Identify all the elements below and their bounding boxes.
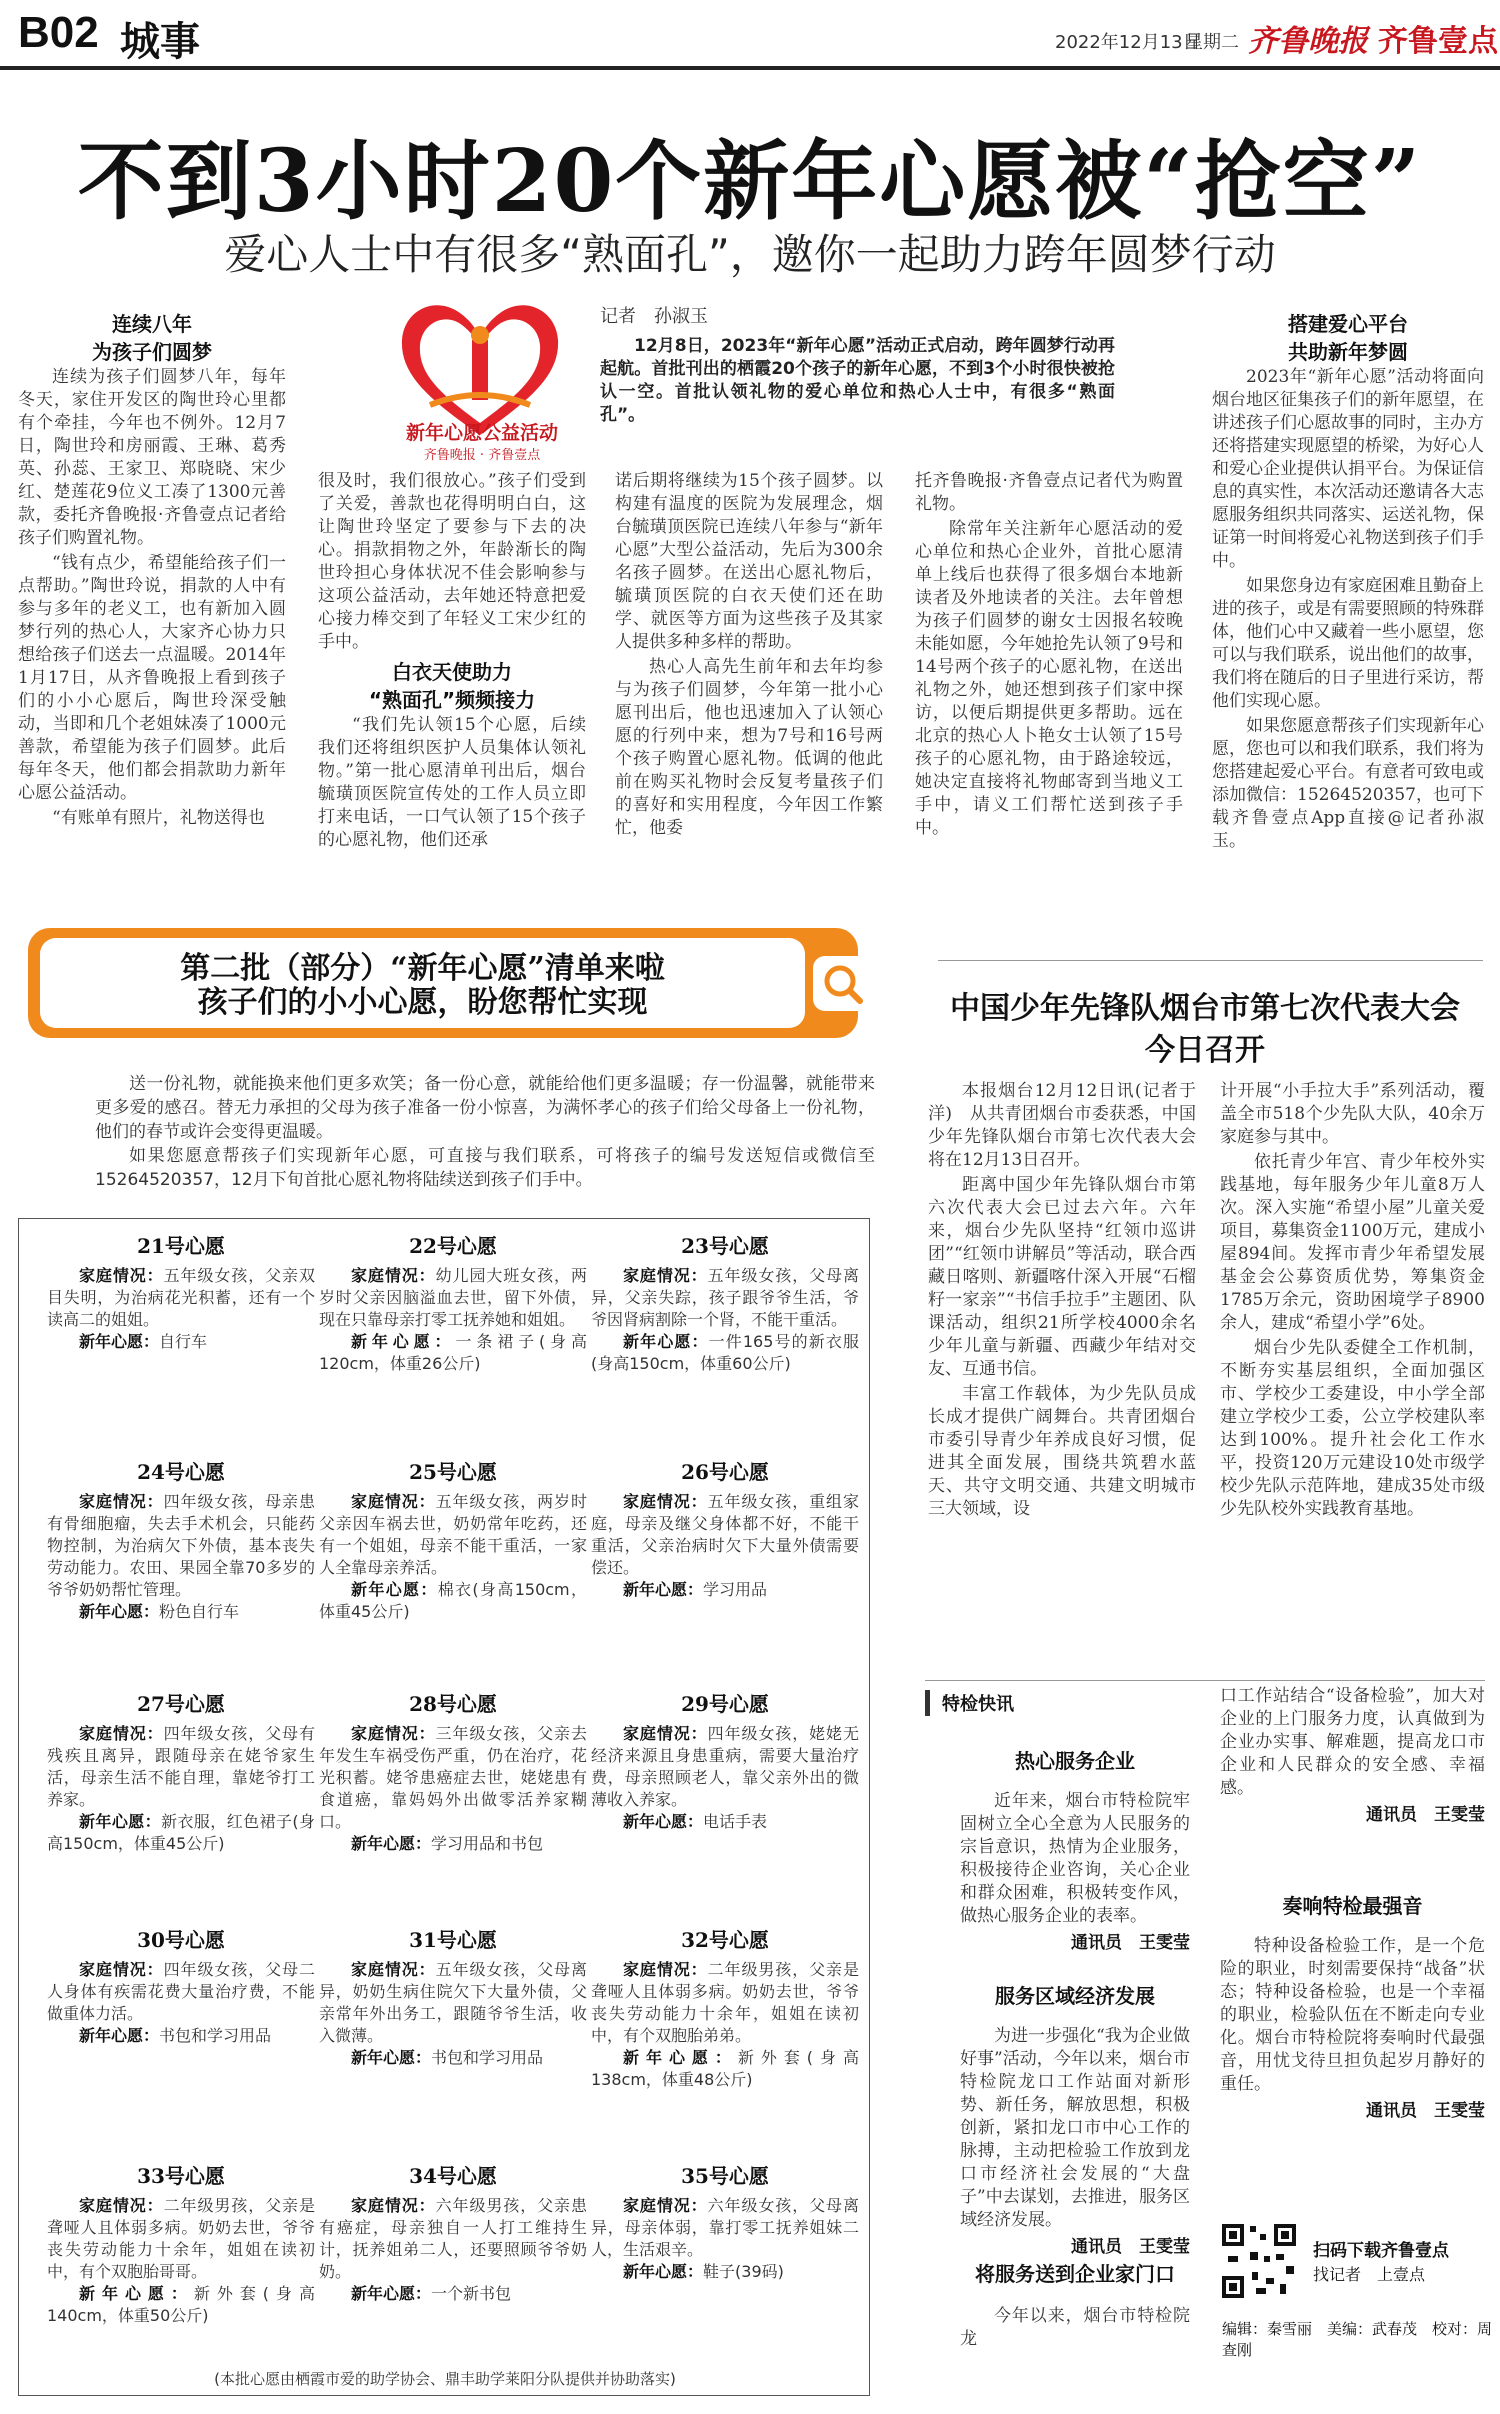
logo-sub-caption: 齐鲁晚报 · 齐鲁壹点 <box>423 448 541 463</box>
lead-paragraph: 12月8日，2023年“新年心愿”活动正式启动，跨年圆梦行动再起航。首批刊出的栖霞20个孩子的新年心愿，不到3个小时很快被抢认一空。首批认领礼物的爱心单位和热心人士中，有很多“熟面孔”。 <box>600 336 1115 425</box>
story-column-2: 计开展“小手拉大手”系列活动，覆盖全市518个少先队大队，40余万家庭参与其中。 依托青少年宫、青少年校外实践基地，每年服务少年儿童8万人次。深入实施“希望小屋”儿童关爱项目，募集资金1100万元，建成小屋894间。发挥市青少年希望发展基金会公募资质优势，筹集资金1785万余元，资助困境学子8900余人，建成“希望小学”6处。 烟台少先队委健全工作机制，不断夯实基层组织，全面加强区市、学校少工委建设，中小学全部建立学校少工委，公立学校建队率达到100%。提升社会化工作水平，投资120万元建设10处市级学校少先队示范阵地，建成35处市级少先队校外实践教育基地。 <box>1220 1081 1485 1519</box>
page-header <box>0 0 1500 70</box>
wish-item[interactable] <box>319 1457 587 1623</box>
app-logo[interactable]: 齐鲁壹点 <box>1378 24 1498 59</box>
story-headline[interactable]: 中国少年先锋队烟台市第七次代表大会 今日召开 <box>950 991 1460 1068</box>
wish-gift: 新年心愿：棉衣(身高150cm，体重45公斤) <box>319 1580 587 1621</box>
brief-body-3b: 口工作站结合“设备检验”，加大对企业的上门服务力度，认真做到为企业办实事、解难题，提高龙口市企业和人民群众的安全感、幸福感。 通讯员 王雯莹 <box>1220 1686 1485 1825</box>
brief-body-3a: 今年以来，烟台市特检院龙 <box>960 2306 1190 2349</box>
divider <box>938 960 1483 961</box>
wish-title: 26号心愿 <box>681 1460 769 1484</box>
brief-title-2[interactable]: 服务区域经济发展 <box>995 1984 1155 2008</box>
qr-code-icon[interactable] <box>1220 2222 1298 2300</box>
wish-gift: 新年心愿：一件165号的新衣服(身高150cm，体重60公斤) <box>591 1332 859 1373</box>
wish-item[interactable] <box>319 1231 587 1375</box>
brief-body-1: 近年来，烟台市特检院牢固树立全心全意为人民服务的宗旨意识，热情为企业服务，积极接待企业咨询，关心企业和群众困难，积极转变作风，做热心服务企业的表率。 通讯员 王雯莹 <box>960 1791 1190 1953</box>
wish-title: 27号心愿 <box>137 1692 225 1716</box>
issue-weekday: 星期二 <box>1185 32 1239 53</box>
wish-family: 家庭情况：四年级女孩，父母二人身体有疾需花费大量治疗费，不能做重体力活。 <box>47 1960 315 2023</box>
wish-family: 家庭情况：幼儿园大班女孩，两岁时父亲因脑溢血去世，留下外债，现在只靠母亲打零工抚养她和姐姐。 <box>319 1266 587 1329</box>
issue-date: 2022年12月13日 <box>1055 32 1201 53</box>
wish-title: 24号心愿 <box>137 1460 225 1484</box>
wish-family: 家庭情况：六年级女孩，父母离异，母亲体弱，靠打零工抚养姐妹二人，生活艰辛。 <box>591 2196 859 2259</box>
brief-title-4[interactable]: 奏响特检最强音 <box>1282 1894 1423 1918</box>
wish-title: 21号心愿 <box>137 1234 225 1258</box>
wish-intro: 送一份礼物，就能换来他们更多欢笑；备一份心意，就能给他们更多温暖；存一份温馨，就能带来更多爱的感召。替无力承担的父母为孩子准备一份小惊喜，为满怀孝心的孩子们给父母备上一份礼物，他们的春节或许会变得更温暖。 如果您愿意帮孩子们实现新年心愿，可直接与我们联系，可将孩子的编号发送短信或微信至15264520357，12月下旬首批心愿礼物将陆续送到孩子们手中。 <box>95 1074 875 1190</box>
sub-headline: 爱心人士中有很多“熟面孔”，邀你一起助力跨年圆梦行动 <box>224 230 1276 279</box>
wish-item[interactable] <box>47 1925 315 2047</box>
wish-gift: 新年心愿：一个新书包 <box>351 2284 512 2303</box>
wish-gift: 新年心愿：新外套(身高140cm，体重50公斤) <box>47 2284 315 2325</box>
column-heading: 白衣天使助力 “熟面孔”频频接力 <box>368 660 536 712</box>
wish-title: 22号心愿 <box>409 1234 497 1258</box>
divider <box>925 1680 1485 1681</box>
wish-item[interactable] <box>591 1457 859 1601</box>
banner-panel <box>40 938 805 1028</box>
wish-title: 30号心愿 <box>137 1928 225 1952</box>
wish-item[interactable] <box>591 1925 859 2091</box>
brief-title-3[interactable]: 将服务送到企业家门口 <box>975 2262 1175 2286</box>
wish-title: 28号心愿 <box>409 1692 497 1716</box>
wish-title: 33号心愿 <box>137 2164 225 2188</box>
wish-source-note: (本批心愿由栖霞市爱的助学协会、鼎丰助学莱阳分队提供并协助落实) <box>214 2370 676 2388</box>
search-icon <box>813 956 873 1011</box>
page-number: B02 <box>18 8 99 57</box>
wish-title: 32号心愿 <box>681 1928 769 1952</box>
wish-item[interactable] <box>591 1231 859 1375</box>
wish-item[interactable] <box>47 2161 315 2327</box>
wish-family: 家庭情况：六年级男孩，父亲患有癌症，母亲独自一人打工维持生计，抚养姐弟二人，还要照顾爷爷奶奶。 <box>319 2196 587 2281</box>
search-button[interactable] <box>813 956 873 1011</box>
wish-family: 家庭情况：四年级女孩，父母有残疾且离异，跟随母亲在姥爷家生活，母亲生活不能自理，靠姥爷打工养家。 <box>47 1724 315 1809</box>
wish-gift: 新年心愿：鞋子(39码) <box>623 2262 784 2281</box>
story-column-1: 本报烟台12月12日讯(记者于洋) 从共青团烟台市委获悉，中国少年先锋队烟台市第七次代表大会将在12月13日召开。 距离中国少年先锋队烟台市第六次代表大会已过去六年。六年来，烟台少先队坚持“红领巾巡讲团”“红领巾讲解员”等活动，联合西藏日喀则、新疆喀什深入开展“石榴籽一家亲”“书信手拉手”主题团、队课活动，组织21所学校4000余名少年儿童与新疆、西藏少年结对交友、互通书信。 丰富工作载体，为少先队员成长成才提供广阔舞台。共青团烟台市委引导青少年养成良好习惯，促进其全面发展，围绕共筑碧水蓝天、共守文明交通、共建文明城市三大领域，设 <box>928 1081 1196 1519</box>
brief-title-1[interactable]: 热心服务企业 <box>1015 1749 1135 1773</box>
wish-item[interactable] <box>591 2161 859 2283</box>
banner-title: 第二批（部分）“新年心愿”清单来啦 孩子们的小小心愿，盼您帮忙实现 <box>180 951 665 1020</box>
wish-gift: 新年心愿：电话手表 <box>623 1812 768 1831</box>
qr-download-text: 扫码下载齐鲁壹点 <box>1313 2241 1449 2261</box>
article-column-5: 搭建爱心平台 共助新年梦圆 2023年“新年心愿”活动将面向烟台地区征集孩子们的新年愿望，在讲述孩子们心愿故事的同时，主办方还将搭建实现愿望的桥梁，为好心人和爱心企业提供认捐平台。为保证信息的真实性，本次活动还邀请各大志愿服务组织共同落实、运送礼物，保证第一时间将爱心礼物送到孩子们手中。 如果您身边有家庭困难且勤奋上进的孩子，或是有需要照顾的特殊群体，他们心中又藏着一些小愿望，您可以与我们联系，说出他们的故事，我们将在随后的日子里进行采访，帮他们实现心愿。 如果您愿意帮孩子们实现新年心愿，您也可以和我们联系，我们将为您搭建起爱心平台。有意者可致电或添加微信：15264520357，也可下载齐鲁壹点App直接@记者孙淑玉。 <box>1212 312 1484 851</box>
article-column-1: 连续八年 为孩子们圆梦 连续为孩子们圆梦八年，每年冬天，家住开发区的陶世玲心里都有个牵挂，今年也不例外。12月7日，陶世玲和房丽霞、王琳、葛秀英、孙蕊、王家卫、郑晓晓、宋少红、楚莲花9位义工凑了1300元善款，委托齐鲁晚报·齐鲁壹点记者给孩子们购置礼物。 “钱有点少，希望能给孩子们一点帮助。”陶世玲说，捐款的人中有参与多年的老义工，也有新加入圆梦行列的热心人，大家齐心协力只想给孩子们送去一点温暖。2014年1月17日，从齐鲁晚报上看到孩子们的小小心愿后，陶世玲深受触动，当即和几个老姐妹凑了1000元善款，希望能为孩子们圆梦。此后每年冬天，他们都会捐款助力新年心愿公益活动。 “有账单有照片，礼物送得也 <box>18 312 286 828</box>
wish-family: 家庭情况：五年级女孩，父亲双目失明，为治病花光积蓄，还有一个读高二的姐姐。 <box>47 1266 315 1329</box>
wish-gift: 新年心愿：自行车 <box>79 1332 208 1351</box>
wish-item[interactable] <box>591 1689 859 1833</box>
wish-family: 家庭情况：五年级女孩，父母离异，父亲失踪，孩子跟爷爷生活，爷爷因肾病割除一个肾，不能干重活。 <box>591 1266 859 1329</box>
wish-family: 家庭情况：四年级女孩，姥姥无经济来源且身患重病，需要大量治疗费，母亲照顾老人，靠父亲外出的微薄收入养家。 <box>591 1724 859 1809</box>
brief-body-4: 特种设备检验工作，是一个危险的职业，时刻需要保持“战备”状态；特种设备检验，也是一个幸福的职业，检验队伍在不断走向专业化。烟台市特检院将奏响时代最强音，用忧戈待旦担负起岁月静好的重任。 通讯员 王雯莹 <box>1220 1936 1485 2121</box>
wish-title: 31号心愿 <box>409 1928 497 1952</box>
wish-title: 29号心愿 <box>681 1692 769 1716</box>
wish-title: 35号心愿 <box>681 2164 769 2188</box>
wish-family: 家庭情况：三年级女孩，父亲去年发生车祸受伤严重，仍在治疗，花光积蓄。姥爷患癌症去世，姥姥患有食道癌，靠妈妈外出做零活养家糊口。 <box>319 1724 587 1831</box>
wish-title: 25号心愿 <box>409 1460 497 1484</box>
column-heading: 连续八年 为孩子们圆梦 <box>92 312 212 364</box>
masthead-logo[interactable]: 齐鲁晚报 <box>1248 24 1368 59</box>
wish-item[interactable] <box>319 1689 587 1855</box>
wish-item[interactable] <box>319 2161 587 2305</box>
wish-item[interactable] <box>47 1689 315 1855</box>
wish-gift: 新年心愿：一条裙子(身高120cm，体重26公斤) <box>319 1332 587 1373</box>
wish-family: 家庭情况：二年级男孩，父亲是聋哑人且体弱多病。奶奶去世，爷爷丧失劳动能力十余年，姐姐在读初中，有个双胞胎哥哥。 <box>47 2196 315 2281</box>
section-name: 城事 <box>120 19 200 65</box>
wish-title: 23号心愿 <box>681 1234 769 1258</box>
reporter-byline: 记者 孙淑玉 <box>600 306 708 327</box>
wish-family: 家庭情况：二年级男孩，父亲是聋哑人且体弱多病。奶奶去世，爷爷丧失劳动能力十余年，姐姐在读初中，有个双胞胎弟弟。 <box>591 1960 859 2045</box>
wish-title: 34号心愿 <box>409 2164 497 2188</box>
wish-list-banner <box>28 928 858 1038</box>
article-column-4: 托齐鲁晚报·齐鲁壹点记者代为购置礼物。 除常年关注新年心愿活动的爱心单位和热心企业外，首批心愿清单上线后也获得了很多烟台本地新读者及外地读者的关注。去年曾想为孩子们圆梦的谢女士因报名较晚未能如愿，今年她抢先认领了9号和14号两个孩子的心愿礼物，在送出礼物之外，她还想到孩子们家中探访，以便后期提供更多帮助。远在北京的热心人卜艳女士认领了15号孩子的心愿礼物，由于路途较远，她决定直接将礼物邮寄到当地义工手中，请义工们帮忙送到孩子手中。 <box>915 471 1183 838</box>
wish-gift: 新年心愿：学习用品和书包 <box>351 1834 544 1853</box>
main-headline[interactable]: 不到3小时20个新年心愿被“抢空” <box>77 131 1423 232</box>
wish-gift: 新年心愿：粉色自行车 <box>79 1602 240 1621</box>
wish-item[interactable] <box>319 1925 587 2069</box>
wish-list-box <box>18 1218 870 2396</box>
wish-family: 家庭情况：五年级女孩，两岁时父亲因车祸去世，奶奶常年吃药，还有一个姐姐，母亲不能干重活，一家人全靠母亲养活。 <box>319 1492 587 1577</box>
brief-body-2: 为进一步强化“我为企业做好事”活动，今年以来，烟台市特检院龙口工作站面对新形势、新任务，解放思想，积极创新，紧扣龙口市中心工作的脉搏，主动把检验工作放到龙口市经济社会发展的“大盘子”中去谋划，去推进，服务区域经济发展。 通讯员 王雯莹 <box>960 2026 1190 2257</box>
article-column-2: 很及时，我们很放心。”孩子们受到了关爱，善款也花得明明白白，这让陶世玲坚定了要参与下去的决心。捐款捐物之外，年龄渐长的陶世玲担心身体状况不佳会影响参与这项公益活动，去年她还特意把爱心接力棒交到了年轻义工宋少红的手中。 白衣天使助力 “熟面孔”频频接力 “我们先认领15个心愿，后续我们还将组织医护人员集体认领礼物。”第一批心愿清单刊出后，烟台毓璜顶医院宣传处的工作人员立即打来电话，一口气认领了15个孩子的心愿礼物，他们还承 <box>318 471 586 850</box>
wish-item[interactable] <box>47 1231 315 1353</box>
wish-gift: 新年心愿：书包和学习用品 <box>79 2026 272 2045</box>
wish-family: 家庭情况：四年级女孩，母亲患有骨细胞瘤，失去手术机会，只能药物控制，为治病欠下外债，基本丧失劳动能力。农田、果园全靠70多岁的爷爷奶奶帮忙管理。 <box>47 1492 315 1599</box>
article-column-3: 诺后期将继续为15个孩子圆梦。以构建有温度的医院为发展理念，烟台毓璜顶医院已连续八年参与“新年心愿”大型公益活动，先后为300余名孩子圆梦。在送出心愿礼物后，毓璜顶医院的白衣天使们还在助学、就医等方面为这些孩子及其家人提供多种多样的帮助。 热心人高先生前年和去年均参与为孩子们圆梦，今年第一批小心愿刊出后，他也迅速加入了认领心愿的行列中来，想为7号和16号两个孩子购置心愿礼物。低调的他此前在购买礼物时会反复考量孩子们的喜好和实用程度，今年因工作繁忙，他委 <box>615 471 883 838</box>
wish-gift: 新年心愿：书包和学习用品 <box>351 2048 544 2067</box>
logo-caption: 新年心愿公益活动 <box>405 422 558 444</box>
wish-gift: 新年心愿：新外套(身高138cm，体重48公斤) <box>591 2048 859 2089</box>
column-heading: 搭建爱心平台 共助新年梦圆 <box>1288 312 1408 364</box>
wish-family: 家庭情况：五年级女孩，重组家庭，母亲及继父身体都不好，不能干重活，父亲治病时欠下大量外债需要偿还。 <box>591 1492 859 1577</box>
wish-family: 家庭情况：五年级女孩，父母离异，奶奶生病住院欠下大量外债，父亲常年外出务工，跟随爷爷生活，收入微薄。 <box>319 1960 587 2045</box>
wish-item[interactable] <box>47 1457 315 1623</box>
brief-news-tag: 特检快讯 <box>925 1690 1055 1716</box>
wish-gift: 新年心愿：学习用品 <box>623 1580 768 1599</box>
qr-reporter-text: 找记者 上壹点 <box>1313 2265 1426 2284</box>
wish-gift: 新年心愿：新衣服，红色裙子(身高150cm，体重45公斤) <box>47 1812 315 1853</box>
editor-credits: 编辑：秦雪丽 美编：武春茂 校对：周查刚 <box>1222 2320 1493 2359</box>
